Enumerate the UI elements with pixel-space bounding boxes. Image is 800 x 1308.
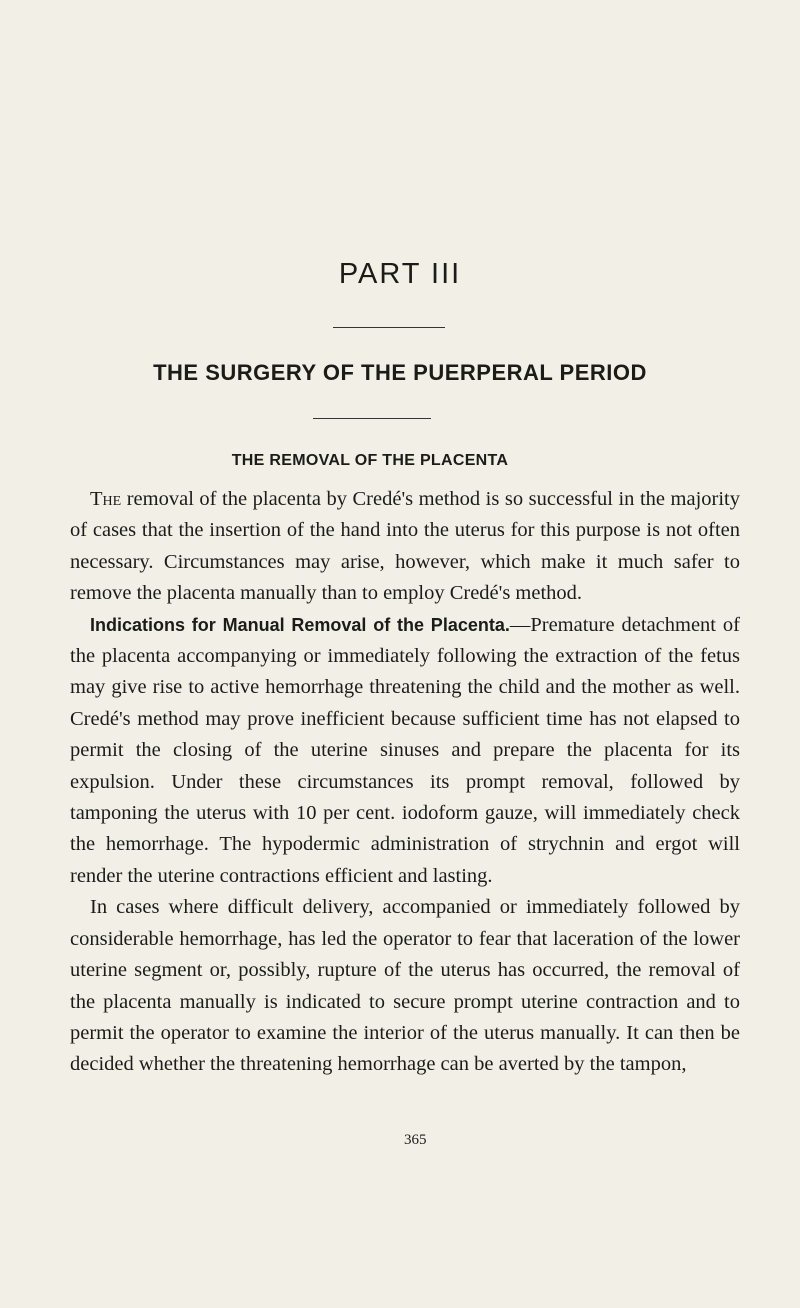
- paragraph: [70, 610, 740, 893]
- paragraph-text: In cases where difficult delivery, accompanied or immediately followed by considerable hemorrhage, has led the operator to fear that laceration of the lower uterine segment or, possibly, rupture of the uterus has occurred, the removal of the placenta manually is indicated to secure prompt uterine contraction and to permit the operator to examine the interior of the uterus manually. It can then be decided whether the threatening hemorrhage can be averted by the tampon,: [70, 896, 740, 1076]
- paragraph: [70, 892, 740, 1080]
- divider-rule: [313, 418, 431, 419]
- divider-rule: [333, 327, 445, 328]
- part-heading: PART III: [338, 258, 462, 290]
- paragraph: [70, 484, 740, 610]
- run-in-subheading: Indications for Manual Removal of the Placenta.: [90, 614, 510, 635]
- paragraph-text: —Premature detachment of the placenta accompanying or immediately following the extraction of the fetus may give rise to active hemorrhage threatening the child and the mother as well. Credé's method may prove inefficient because sufficient time has not elapsed to permit the closing of the uterine sinuses and prepare the placenta for its expulsion. Under these circumstances its prompt removal, followed by tamponing the uterus with 10 per cent. iodoform gauze, will immediately check the hemorrhage. The hypodermic administration of strychnin and ergot will render the uterine contractions efficient and lasting.: [70, 613, 741, 887]
- body-text: [70, 484, 740, 1081]
- page-number: 365: [404, 1132, 427, 1148]
- section-title: THE REMOVAL OF THE PLACENTA: [231, 452, 509, 469]
- paragraph-text: removal of the placenta by Credé's method is so successful in the majority of cases that the insertion of the hand into the uterus for this purpose is not often necessary. Circumstances may arise, however, which make it much safer to remove the placenta manually than to employ Credé's method.: [70, 488, 740, 605]
- chapter-title: THE SURGERY OF THE PUERPERAL PERIOD: [153, 360, 647, 385]
- lead-word: The: [90, 488, 122, 510]
